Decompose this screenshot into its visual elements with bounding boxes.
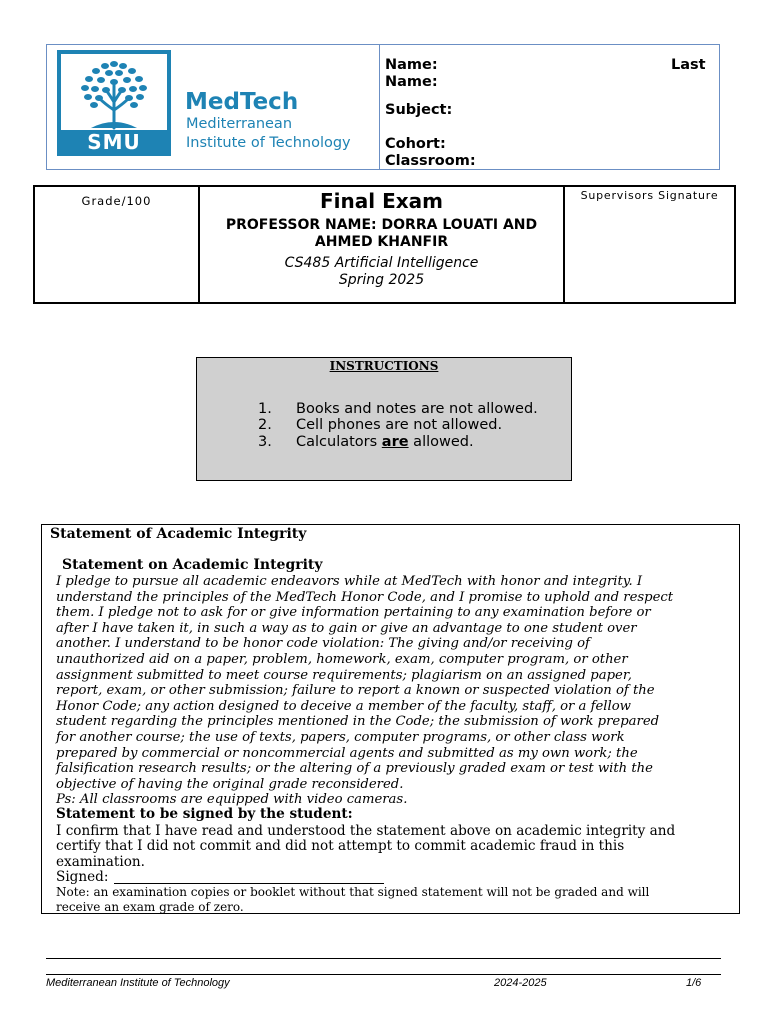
- brand-name: MedTech: [185, 89, 299, 115]
- professor-line-2: AHMED KHANFIR: [314, 234, 449, 250]
- instruction-item: [258, 417, 502, 433]
- supervisor-signature-label: Supervisors Signature: [580, 189, 719, 202]
- footer-year: 2024-2025: [494, 977, 547, 989]
- academic-integrity-box: [41, 524, 740, 914]
- pledge-line: falsification research results; or the altering of a previously graded exam or test with the: [56, 761, 653, 777]
- header-box: [46, 44, 720, 170]
- confirm-line: certify that I did not commit and did not attempt to commit academic fraud in this: [56, 838, 625, 854]
- smu-logo-badge: [57, 50, 171, 156]
- institute-line-2: Institute of Technology: [186, 135, 351, 151]
- subject-field-label: Subject:: [385, 102, 453, 118]
- instructions-box: [196, 357, 572, 481]
- exam-title: Final Exam: [320, 189, 443, 213]
- instruction-item: [258, 434, 474, 450]
- instructions-title: INSTRUCTIONS: [329, 359, 439, 373]
- pledge-line: after I have taken it, in such a way as to gain or give an advantage to one student over: [56, 620, 637, 636]
- classroom-field-label: Classroom:: [385, 153, 476, 169]
- instruction-number: 2.: [258, 417, 272, 433]
- pledge-line: unauthorized aid on a paper, problem, homework, exam, computer program, or other: [56, 652, 628, 667]
- grade-cell: [35, 187, 200, 302]
- exam-title-cell: [200, 187, 565, 302]
- pledge-line: prepared by commercial or noncommercial agents and submitted as my own work; the: [56, 745, 638, 761]
- instruction-number: 1.: [258, 401, 272, 417]
- pledge-line: I pledge to pursue all academic endeavors while at MedTech with honor and integrity. I: [56, 574, 643, 589]
- grade-label: Grade/100: [81, 194, 152, 208]
- pledge-line: Honor Code; any action designed to deceive a member of the faculty, staff, or a fellow: [56, 698, 631, 714]
- pledge-line: student regarding the principles mentioned in the Code; the submission of work prepared: [56, 714, 660, 730]
- signed-label: Signed:: [56, 869, 109, 885]
- note-line: receive an exam grade of zero.: [56, 900, 244, 914]
- footer-rule-bottom: [46, 974, 721, 975]
- pledge-line: report, exam, or other submission; failure to report a known or suspected violation of the: [56, 683, 655, 699]
- instruction-text: Books and notes are not allowed.: [296, 401, 538, 417]
- instruction-text: Calculators: [296, 434, 382, 450]
- ps-note: Ps: All classrooms are equipped with video cameras.: [56, 792, 408, 808]
- signature-line[interactable]: [114, 883, 384, 884]
- pledge-line: them. I pledge not to ask for or give information pertaining to any examination before or: [56, 605, 651, 621]
- pledge-line: another. I understand to be honor code violation: The giving and/or receiving of: [56, 636, 590, 652]
- integrity-subheading: Statement on Academic Integrity: [62, 557, 323, 573]
- confirm-line: I confirm that I have read and understood the statement above on academic integrity and: [56, 822, 676, 839]
- logo-cell: [47, 45, 380, 169]
- instruction-item: [258, 401, 538, 417]
- instruction-emphasis: are: [381, 434, 409, 450]
- cohort-field-label: Cohort:: [385, 136, 446, 152]
- note-line: Note: an examination copies or booklet without that signed statement will not be graded and will: [56, 885, 650, 899]
- professor-line-1: PROFESSOR NAME: DORRA LOUATI AND: [225, 217, 538, 233]
- instruction-text: allowed.: [408, 434, 474, 450]
- footer-institution: Mediterranean Institute of Technology: [46, 977, 230, 989]
- last-field-label: Last: [671, 57, 706, 73]
- pledge-line: objective of having the original grade reconsidered.: [56, 776, 404, 792]
- name-field-label: Name:: [385, 57, 438, 73]
- pledge-line: for another course; the use of texts, papers, computer programs, or other class work: [56, 730, 625, 745]
- integrity-heading: Statement of Academic Integrity: [50, 526, 307, 542]
- footer-rule-top: [46, 958, 721, 959]
- supervisor-signature-cell: [565, 187, 734, 302]
- institute-line-1: Mediterranean: [186, 116, 293, 132]
- footer-page-number: 1/6: [686, 977, 702, 989]
- course-name: CS485 Artificial Intelligence: [284, 255, 479, 271]
- pledge-line: assignment submitted to meet course requirements; plagiarism on an assigned paper,: [56, 667, 632, 683]
- pledge-line: understand the principles of the MedTech Honor Code, and I promise to uphold and respect: [56, 589, 674, 605]
- last-name-field-label: Name:: [385, 74, 438, 90]
- tree-icon: [61, 54, 167, 130]
- term: Spring 2025: [338, 272, 425, 288]
- smu-badge-text: SMU: [87, 130, 141, 154]
- sign-heading: Statement to be signed by the student:: [56, 806, 353, 822]
- instruction-number: 3.: [258, 434, 272, 450]
- instruction-text: Cell phones are not allowed.: [296, 417, 503, 433]
- exam-title-table: [33, 185, 736, 304]
- confirm-line: examination.: [56, 853, 145, 870]
